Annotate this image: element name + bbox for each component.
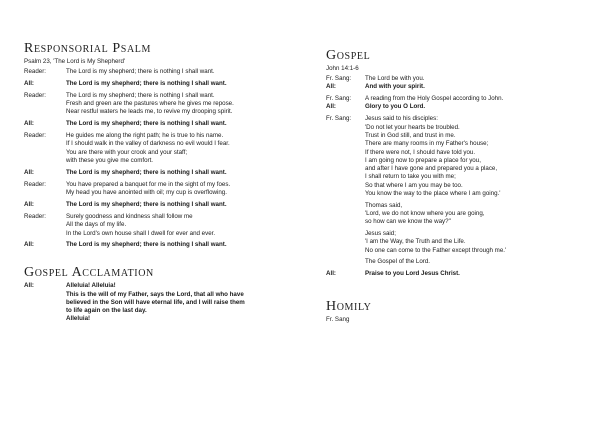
homily-subtitle: Fr. Sang bbox=[326, 316, 350, 324]
acclamation-text bbox=[66, 282, 296, 323]
response-speaker: All: bbox=[326, 270, 336, 278]
all-response-row bbox=[24, 120, 296, 128]
acclamation-line: Alleluia! bbox=[66, 315, 91, 323]
gospel-line: I am going now to prepare a place for you, bbox=[365, 156, 481, 164]
greeting-all-text: And with your spirit. bbox=[365, 83, 425, 91]
verse-text bbox=[66, 92, 296, 117]
announce-priest-row bbox=[326, 95, 584, 103]
greeting-all-speaker: All: bbox=[326, 83, 336, 91]
speaker-label: All: bbox=[24, 241, 34, 249]
speaker-label: All: bbox=[24, 120, 34, 128]
reader-verse-row bbox=[24, 132, 296, 165]
reader-verse-row bbox=[24, 68, 296, 76]
gospel-reading-row bbox=[326, 115, 584, 266]
gospel-line: 'I am the Way, the Truth and the Life. bbox=[365, 238, 466, 246]
greeting-priest-row bbox=[326, 75, 584, 83]
gospel-line: I shall return to take you with me; bbox=[365, 173, 456, 181]
gospel-line: You know the way to the place where I am going.' bbox=[365, 190, 501, 198]
homily-heading: Homily bbox=[326, 299, 372, 315]
verse-line: You have prepared a banquet for me in the sight of my foes. bbox=[66, 180, 231, 188]
speaker-label: Reader: bbox=[24, 132, 47, 140]
gospel-line: There are many rooms in my Father's house; bbox=[365, 140, 489, 148]
reader-verse-row bbox=[24, 213, 296, 238]
verse-text bbox=[66, 241, 296, 249]
speaker-label: Reader: bbox=[24, 180, 47, 188]
verse-line: You are there with your crook and your staff; bbox=[66, 148, 188, 156]
response-text: Praise to you Lord Jesus Christ. bbox=[365, 270, 460, 278]
verse-line: The Lord is my shepherd; there is nothing I shall want. bbox=[66, 91, 215, 99]
announce-all-speaker: All: bbox=[326, 103, 336, 111]
announce-all-row bbox=[326, 103, 584, 111]
right-column bbox=[326, 48, 584, 326]
greeting-all-row bbox=[326, 83, 584, 91]
gospel-subtitle: John 14:1-6 bbox=[326, 65, 359, 72]
acclamation-heading: Gospel Acclamation bbox=[24, 265, 154, 281]
all-response-row bbox=[24, 80, 296, 88]
speaker-label: All: bbox=[24, 79, 34, 87]
speaker-label: Reader: bbox=[24, 91, 47, 99]
gospel-line: No one can come to the Father except through me.' bbox=[365, 246, 507, 254]
verse-text bbox=[66, 132, 296, 165]
psalm-responses bbox=[24, 68, 296, 250]
acclamation-line: believed in the Son will have eternal life, and I will raise them bbox=[66, 298, 245, 306]
verse-line: All the days of my life. bbox=[66, 221, 127, 229]
gospel-line: 'Lord, we do not know where you are going, bbox=[365, 210, 485, 218]
all-response-row bbox=[24, 201, 296, 209]
verse-line: The Lord is my shepherd; there is nothing I shall want. bbox=[66, 241, 227, 249]
reading-speaker: Fr. Sang: bbox=[326, 115, 352, 123]
verse-line: He guides me along the right path; he is true to his name. bbox=[66, 132, 224, 140]
announce-priest-speaker: Fr. Sang: bbox=[326, 95, 352, 103]
verse-line: My head you have anointed with oil; my cup is overflowing. bbox=[66, 189, 227, 197]
acclamation-line: This is the will of my Father, says the Lord, that all who have bbox=[66, 290, 244, 298]
verse-text bbox=[66, 201, 296, 209]
verse-text bbox=[66, 213, 296, 238]
verse-line: If I should walk in the valley of darkness no evil would I fear. bbox=[66, 140, 230, 148]
gospel-line: The Gospel of the Lord. bbox=[365, 258, 431, 266]
greeting-priest-speaker: Fr. Sang: bbox=[326, 75, 352, 82]
verse-line: Fresh and green are the pastures where he gives me repose. bbox=[66, 100, 234, 108]
verse-line: with these you give me comfort. bbox=[66, 157, 154, 165]
verse-line: The Lord is my shepherd; there is nothing I shall want. bbox=[66, 68, 215, 75]
gospel-line: Jesus said to his disciples: bbox=[365, 115, 438, 123]
verse-text bbox=[66, 120, 296, 128]
reader-verse-row bbox=[24, 181, 296, 198]
announce-all-text: Glory to you O Lord. bbox=[365, 103, 426, 111]
announce-priest-text: A reading from the Holy Gospel according to John. bbox=[365, 95, 504, 103]
psalm-subtitle: Psalm 23, 'The Lord is My Shepherd' bbox=[24, 58, 126, 65]
verse-text bbox=[66, 181, 296, 198]
verse-text bbox=[66, 169, 296, 177]
all-response-row bbox=[24, 241, 296, 249]
speaker-label: Reader: bbox=[24, 68, 47, 75]
acclamation-line: to life again on the last day. bbox=[66, 307, 147, 315]
left-column bbox=[24, 41, 296, 327]
gospel-line: So that where I am you may be too. bbox=[365, 181, 463, 189]
speaker-label: All: bbox=[24, 201, 34, 209]
verse-text bbox=[66, 68, 296, 76]
gospel-heading: Gospel bbox=[326, 48, 371, 63]
verse-line: Near restful waters he leads me, to revive my drooping spirit. bbox=[66, 108, 233, 116]
reader-verse-row bbox=[24, 92, 296, 117]
verse-line: The Lord is my shepherd; there is nothing I shall want. bbox=[66, 201, 227, 209]
gospel-reading-text bbox=[365, 115, 584, 266]
verse-line: The Lord is my shepherd; there is nothing I shall want. bbox=[66, 168, 227, 176]
all-response-row bbox=[24, 169, 296, 177]
speaker-label: All: bbox=[24, 168, 34, 176]
gospel-line: and after I have gone and prepared you a place, bbox=[365, 165, 498, 173]
acclamation-row bbox=[24, 282, 296, 323]
verse-line: Surely goodness and kindness shall follow me bbox=[66, 212, 193, 220]
psalm-heading: Responsorial Psalm bbox=[24, 41, 151, 56]
gospel-line: Thomas said, bbox=[365, 201, 403, 209]
gospel-line: If there were not, I should have told you. bbox=[365, 148, 476, 156]
gospel-line: 'Do not let your hearts be troubled. bbox=[365, 123, 460, 131]
gospel-line: Jesus said; bbox=[365, 230, 396, 238]
verse-text bbox=[66, 80, 296, 88]
gospel-response-row bbox=[326, 270, 584, 278]
acclamation-line: Alleluia! Alleluia! bbox=[66, 282, 116, 290]
gospel-line: Trust in God still, and trust in me. bbox=[365, 131, 456, 139]
verse-line: The Lord is my shepherd; there is nothing I shall want. bbox=[66, 120, 227, 128]
greeting-priest-text: The Lord be with you. bbox=[365, 75, 425, 82]
verse-line: In the Lord's own house shall I dwell for ever and ever. bbox=[66, 229, 216, 237]
speaker-label: Reader: bbox=[24, 212, 47, 220]
acclamation-speaker: All: bbox=[24, 282, 34, 290]
verse-line: The Lord is my shepherd; there is nothing I shall want. bbox=[66, 79, 227, 87]
gospel-line: so how can we know the way?" bbox=[365, 218, 451, 226]
